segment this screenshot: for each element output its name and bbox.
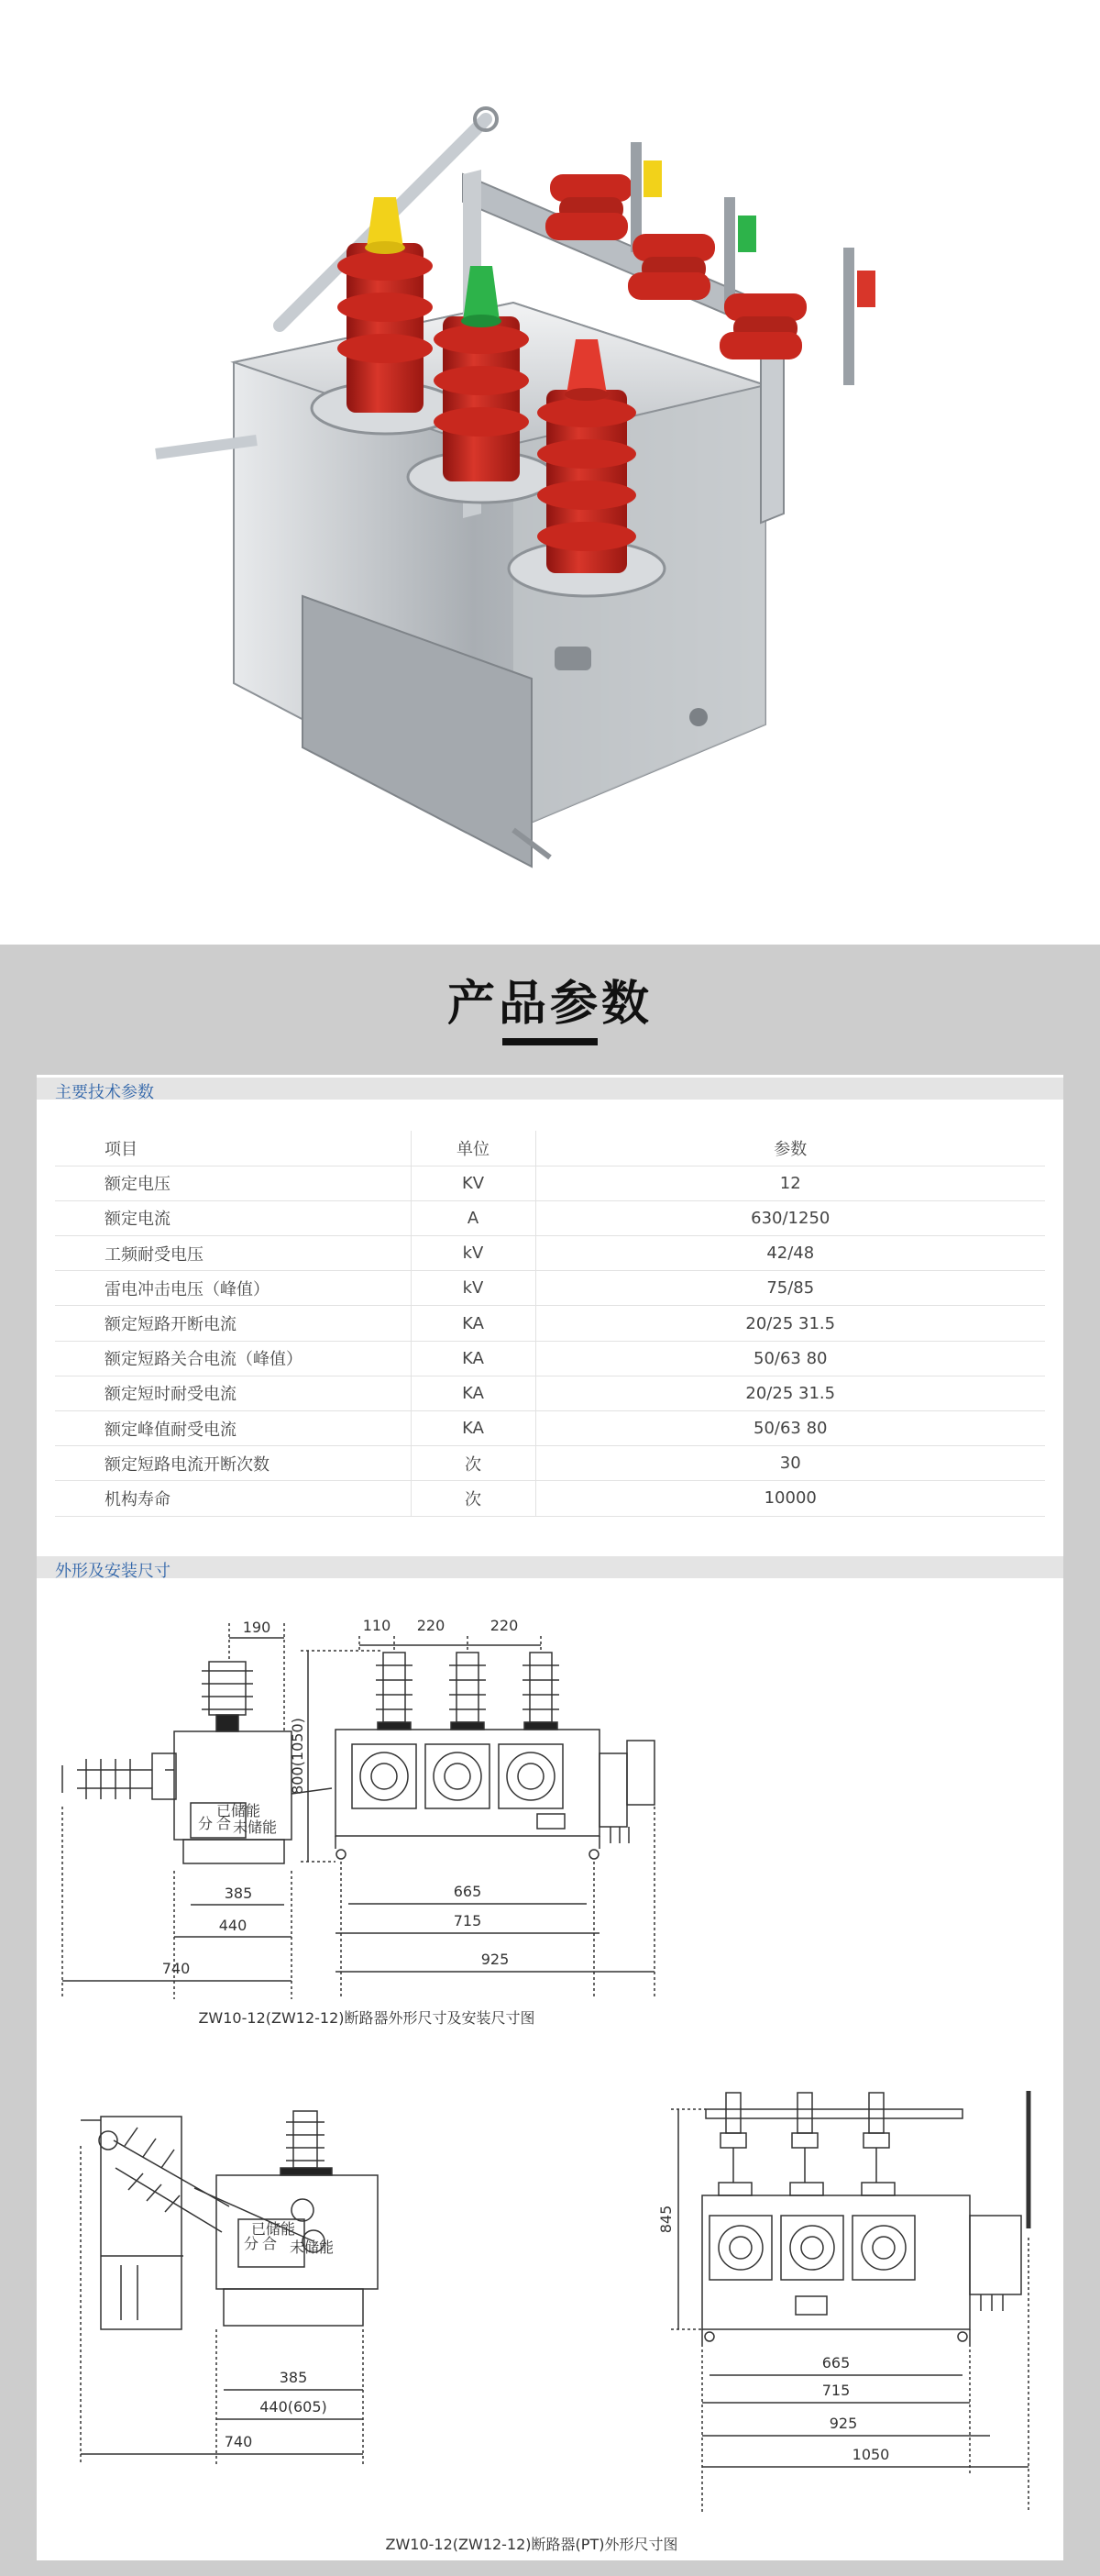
row-item: 额定峰值耐受电流 xyxy=(55,1411,411,1446)
row-item: 额定短路电流开断次数 xyxy=(55,1446,411,1481)
d1-side-dim-inner: 385 xyxy=(224,1885,253,1902)
row-item: 额定电流 xyxy=(55,1200,411,1235)
circuit-breaker-illustration xyxy=(0,0,1100,945)
row-value: 630/1250 xyxy=(535,1200,1045,1235)
d1-side-dim-top: 190 xyxy=(242,1619,271,1636)
row-unit: kV xyxy=(411,1271,535,1306)
header-unit: 单位 xyxy=(411,1131,535,1166)
row-unit: A xyxy=(411,1200,535,1235)
table-row xyxy=(55,1271,1045,1306)
d2-label-open: 分 xyxy=(244,2235,259,2252)
table-row xyxy=(55,1376,1045,1410)
dimension-section-heading: 外形及安装尺寸 xyxy=(55,1562,170,1581)
dimension-drawings xyxy=(37,1596,1063,2559)
row-value: 30 xyxy=(535,1446,1045,1481)
table-row xyxy=(55,1411,1045,1446)
d1-front-w1: 665 xyxy=(453,1883,482,1900)
drawing1-caption: ZW10-12(ZW12-12)断路器外形尺寸及安装尺寸图 xyxy=(198,2009,535,2027)
table-row xyxy=(55,1236,1045,1271)
product-photo xyxy=(0,0,1100,945)
d2-front-w1: 665 xyxy=(821,2354,851,2371)
d1-front-pitch1: 110 xyxy=(362,1617,391,1634)
table-row xyxy=(55,1446,1045,1481)
table-row xyxy=(55,1341,1045,1376)
drawing1-front-view xyxy=(289,1617,654,1999)
row-unit: KA xyxy=(411,1411,535,1446)
d2-side-dim-inner: 385 xyxy=(279,2369,308,2386)
drawing2-caption: ZW10-12(ZW12-12)断路器(PT)外形尺寸图 xyxy=(385,2536,678,2553)
d2-front-w2: 715 xyxy=(821,2382,851,2399)
table-row xyxy=(55,1166,1045,1200)
d1-side-dim-mid: 440 xyxy=(218,1917,248,1934)
d2-front-w4: 1050 xyxy=(852,2446,890,2463)
row-item: 机构寿命 xyxy=(55,1481,411,1516)
row-value: 10000 xyxy=(535,1481,1045,1516)
row-value: 75/85 xyxy=(535,1271,1045,1306)
row-item: 额定短路开断电流 xyxy=(55,1306,411,1341)
header-item: 项目 xyxy=(55,1131,411,1166)
row-unit: KA xyxy=(411,1376,535,1410)
row-unit: KV xyxy=(411,1166,535,1200)
row-value: 20/25 31.5 xyxy=(535,1306,1045,1341)
header-value: 参数 xyxy=(535,1131,1045,1166)
d1-front-w2: 715 xyxy=(453,1912,482,1929)
table-row xyxy=(55,1306,1045,1341)
row-value: 50/63 80 xyxy=(535,1411,1045,1446)
dimension-section-heading-bar xyxy=(37,1556,1063,1581)
row-item: 额定电压 xyxy=(55,1166,411,1200)
spec-section-heading-bar xyxy=(37,1078,1063,1100)
row-item: 工频耐受电压 xyxy=(55,1236,411,1271)
row-item: 额定短路关合电流（峰值） xyxy=(55,1341,411,1376)
drawing1-side-view xyxy=(62,1619,332,1999)
d1-side-dim-outer: 740 xyxy=(161,1960,191,1977)
row-unit: kV xyxy=(411,1236,535,1271)
d2-label-close: 合 xyxy=(262,2235,278,2252)
drawing2-front-view xyxy=(657,2091,1028,2513)
row-value: 50/63 80 xyxy=(535,1341,1045,1376)
d1-front-w3: 925 xyxy=(480,1951,510,1968)
spec-table xyxy=(55,1131,1045,1517)
spec-section-heading: 主要技术参数 xyxy=(55,1083,154,1102)
row-item: 雷电冲击电压（峰值） xyxy=(55,1271,411,1306)
d2-label-charged: 已储能 xyxy=(251,2220,296,2238)
row-unit: 次 xyxy=(411,1481,535,1516)
d1-label-uncharged: 未储能 xyxy=(233,1819,278,1836)
d1-front-pitch3: 220 xyxy=(490,1617,519,1634)
row-unit: 次 xyxy=(411,1446,535,1481)
d2-side-dim-mid: 440(605) xyxy=(259,2398,327,2416)
main-insulator-yellow xyxy=(312,197,458,434)
row-unit: KA xyxy=(411,1341,535,1376)
row-value: 12 xyxy=(535,1166,1045,1200)
d1-label-close: 合 xyxy=(216,1815,232,1832)
row-value: 20/25 31.5 xyxy=(535,1376,1045,1410)
d2-side-dim-outer: 740 xyxy=(224,2433,253,2450)
d2-label-uncharged: 未储能 xyxy=(290,2239,335,2256)
d1-label-open: 分 xyxy=(198,1815,214,1832)
title-underline xyxy=(502,1038,598,1045)
panel-title: 产品参数 xyxy=(446,977,653,1032)
row-unit: KA xyxy=(411,1306,535,1341)
drawing2-side-view xyxy=(81,2111,378,2465)
row-value: 42/48 xyxy=(535,1236,1045,1271)
table-header-row xyxy=(55,1131,1045,1166)
d2-front-height: 845 xyxy=(657,2205,675,2234)
d1-front-pitch2: 220 xyxy=(416,1617,446,1634)
table-row xyxy=(55,1481,1045,1516)
row-item: 额定短时耐受电流 xyxy=(55,1376,411,1410)
d1-label-charged: 已储能 xyxy=(216,1802,261,1819)
d2-front-w3: 925 xyxy=(829,2415,858,2432)
d1-front-height: 800(1050) xyxy=(289,1718,306,1795)
table-row xyxy=(55,1200,1045,1235)
